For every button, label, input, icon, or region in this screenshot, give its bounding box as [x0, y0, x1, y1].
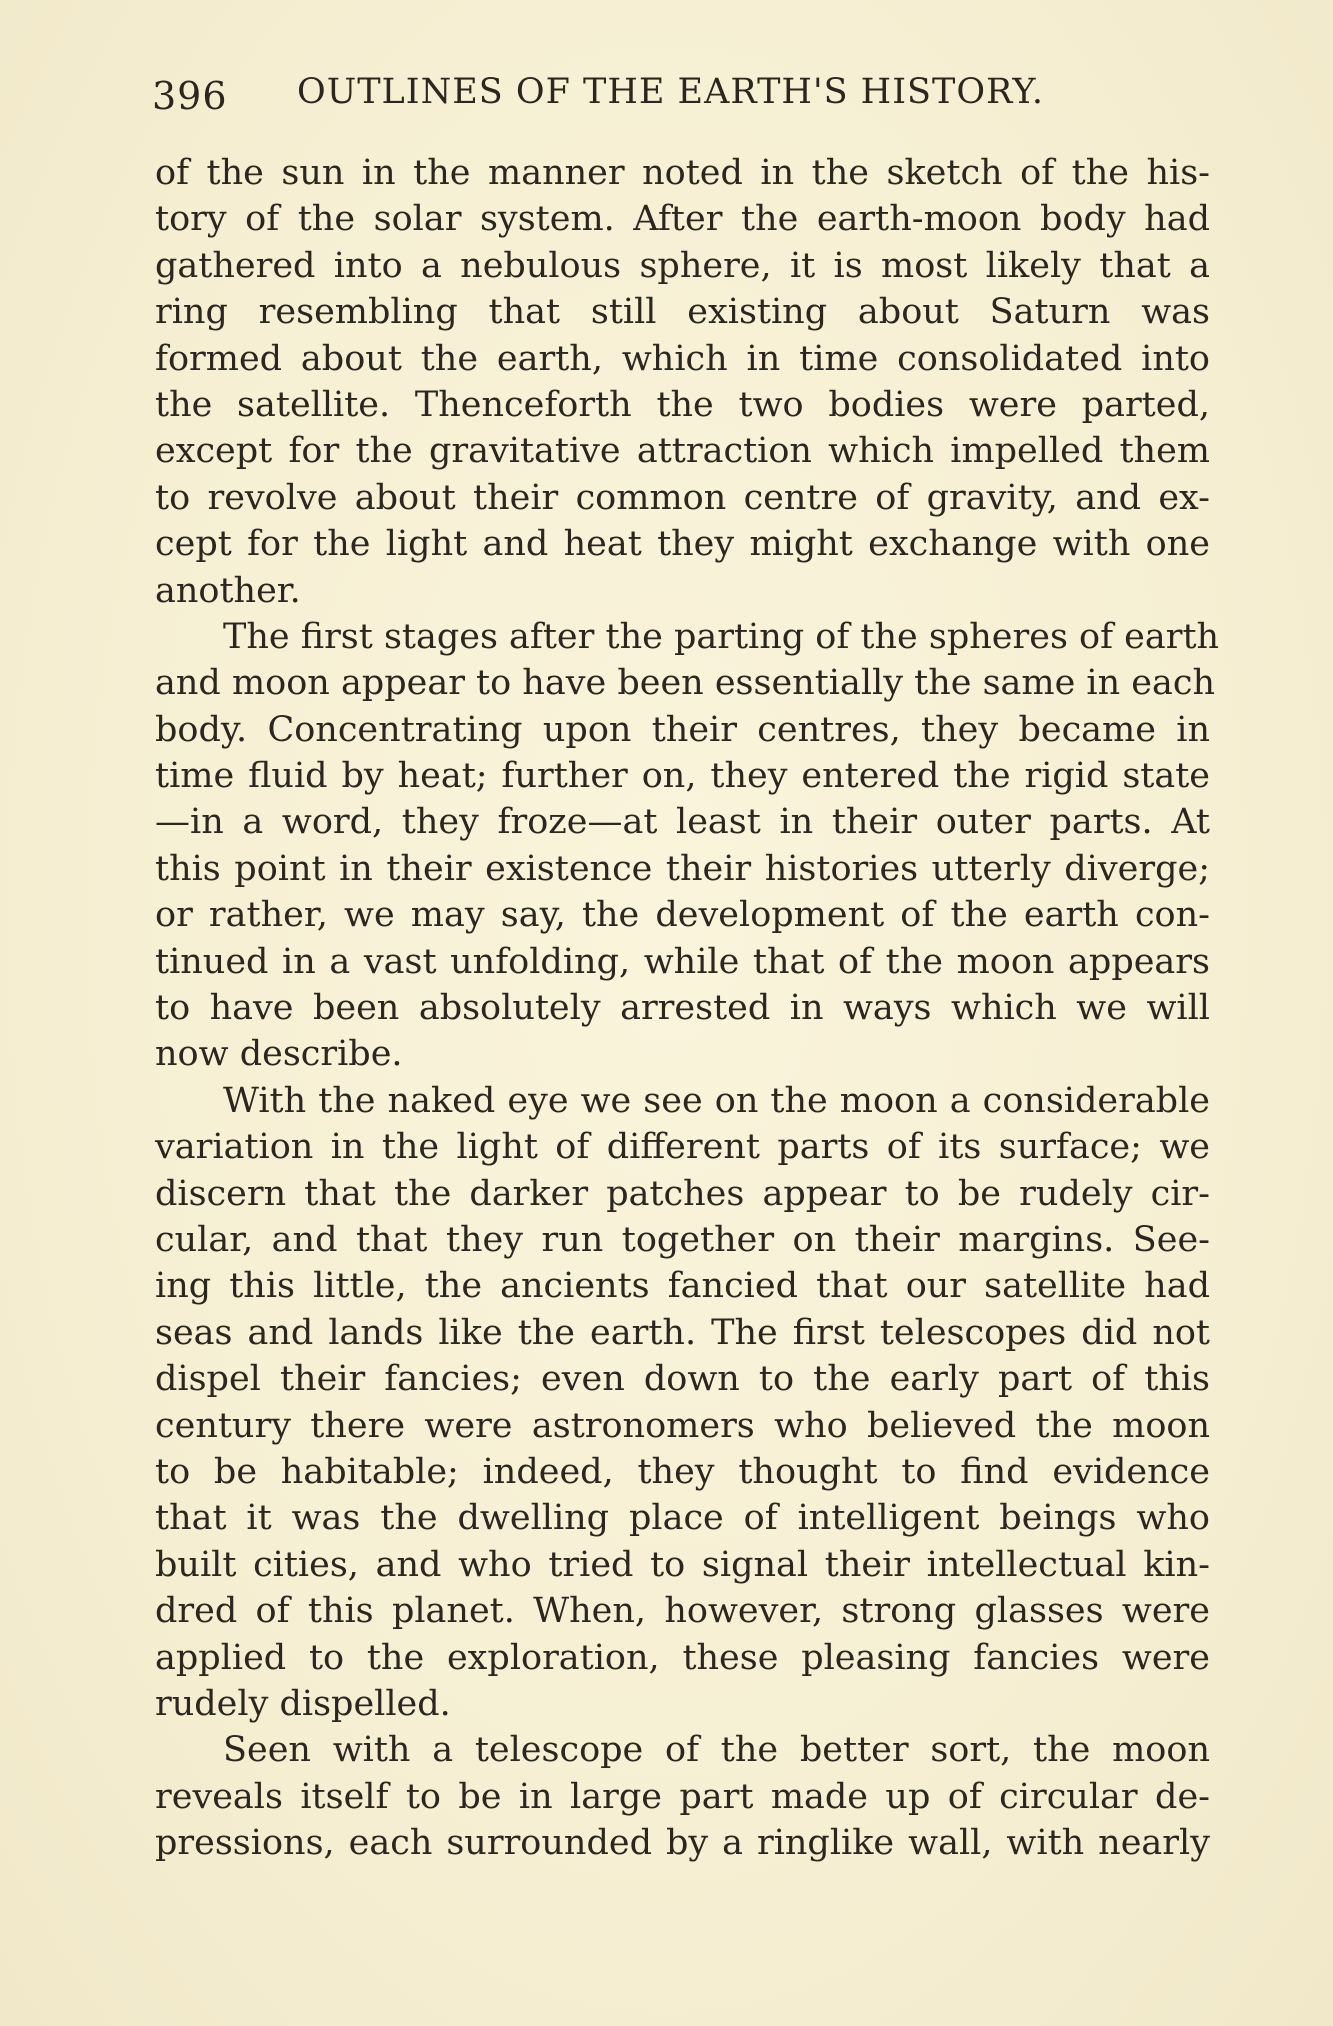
text-line: formed about the earth, which in time consolidated into	[155, 338, 1210, 379]
text-line: gathered into a nebulous sphere, it is most likely that a	[155, 245, 1210, 286]
text-line: century there were astronomers who believed the moon	[155, 1405, 1210, 1446]
text-line: rudely dispelled.	[155, 1683, 451, 1724]
text-line: reveals itself to be in large part made up of circular de-	[155, 1776, 1210, 1817]
text-line: body. Concentrating upon their centres, they became in	[155, 709, 1210, 750]
text-line: cept for the light and heat they might exchange with one	[155, 524, 1210, 565]
text-line: dred of this planet. When, however, strong glasses were	[155, 1591, 1210, 1632]
text-line: applied to the exploration, these pleasing fancies were	[155, 1637, 1210, 1678]
page-header	[152, 62, 1212, 122]
text-line: —in a word, they froze—at least in their outer parts. At	[155, 802, 1210, 843]
text-line: this point in their existence their histories utterly diverge;	[155, 848, 1210, 889]
text-line: to have been absolutely arrested in ways which we will	[155, 988, 1210, 1029]
text-line: With the naked eye we see on the moon a considerable	[223, 1080, 1210, 1121]
running-head: OUTLINES OF THE EARTH'S HISTORY.	[297, 72, 1045, 112]
text-line: of the sun in the manner noted in the sketch of the his-	[155, 153, 1210, 193]
text-line: dispel their fancies; even down to the early part of this	[155, 1359, 1210, 1400]
text-line: the satellite. Thenceforth the two bodies were parted,	[155, 384, 1210, 425]
text-line: Seen with a telescope of the better sort, the moon	[223, 1730, 1210, 1771]
text-line: seas and lands like the earth. The first telescopes did not	[155, 1312, 1210, 1353]
text-line: The first stages after the parting of the spheres of earth	[223, 616, 1220, 657]
text-line: ring resembling that still existing about Saturn was	[155, 292, 1210, 333]
text-line: built cities, and who tried to signal their intellectual kin-	[155, 1544, 1210, 1585]
text-line: now describe.	[155, 1034, 403, 1075]
text-line: to be habitable; indeed, they thought to find evidence	[155, 1451, 1210, 1492]
text-line: ing this little, the ancients fancied that our satellite had	[155, 1266, 1210, 1307]
text-line: that it was the dwelling place of intelligent beings who	[155, 1498, 1210, 1539]
text-line: tory of the solar system. After the earth-moon body had	[155, 199, 1210, 240]
text-line: cular, and that they run together on their margins. See-	[155, 1219, 1210, 1260]
text-line: or rather, we may say, the development of the earth con-	[155, 895, 1210, 936]
text-line: time fluid by heat; further on, they entered the rigid state	[155, 756, 1210, 797]
text-line: discern that the darker patches appear to be rudely cir-	[155, 1173, 1210, 1214]
body-text	[155, 150, 1220, 1866]
text-line: except for the gravitative attraction which impelled them	[155, 431, 1210, 472]
text-line: tinued in a vast unfolding, while that of the moon appears	[155, 941, 1210, 982]
text-line: variation in the light of different parts of its surface; we	[155, 1127, 1210, 1168]
text-line: pressions, each surrounded by a ringlike wall, with nearly	[155, 1823, 1210, 1864]
text-line: another.	[155, 570, 301, 611]
text-line: and moon appear to have been essentially the same in each	[155, 663, 1216, 704]
text-line: to revolve about their common centre of gravity, and ex-	[155, 477, 1210, 518]
page-number: 396	[152, 74, 228, 118]
